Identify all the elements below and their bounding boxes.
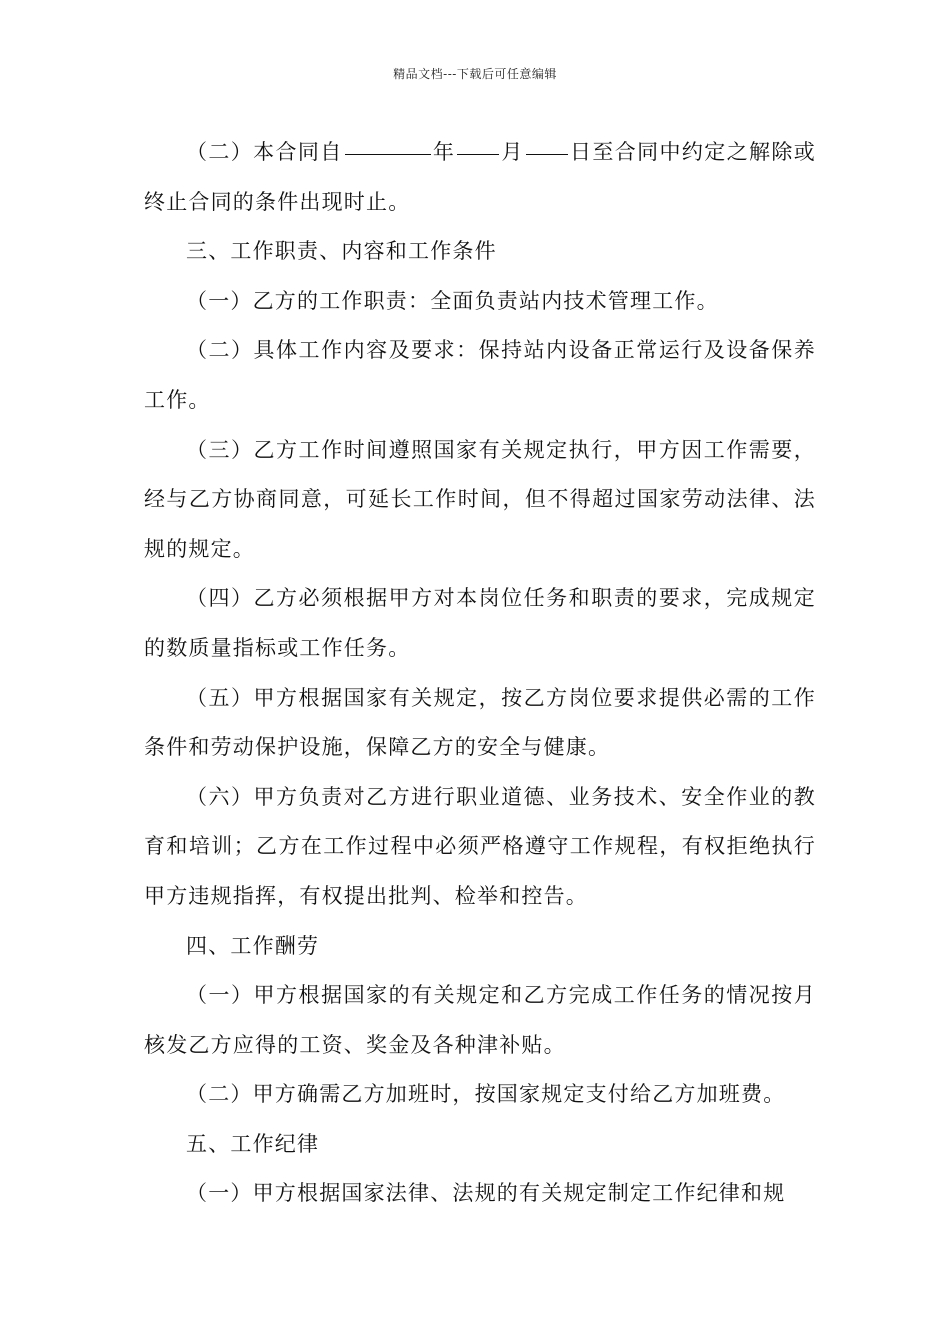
clause-paragraph: （一）甲方根据国家的有关规定和乙方完成工作任务的情况按月核发乙方应得的工资、奖金及各种津补贴。 [144, 983, 816, 1057]
clause-paragraph: （五）甲方根据国家有关规定，按乙方岗位要求提供必需的工作条件和劳动保护设施，保障乙方的安全与健康。 [144, 685, 816, 760]
clause-paragraph: （二）具体工作内容及要求：保持站内设备正常运行及设备保养工作。 [144, 338, 816, 412]
page-header: 精品文档---下载后可任意编辑 [393, 67, 557, 81]
clause-paragraph: （一）甲方根据国家法律、法规的有关规定制定工作纪律和规 [186, 1181, 786, 1206]
term-clause-paragraph [144, 128, 816, 227]
contract-body [144, 128, 816, 1219]
term-clause-prefix: （二）本合同自 [186, 140, 343, 164]
year-label: 年 [432, 140, 456, 164]
month-label: 月 [501, 140, 524, 164]
clause-paragraph: （六）甲方负责对乙方进行职业道德、业务技术、安全作业的教育和培训；乙方在工作过程中必须严格遵守工作规程，有权拒绝执行甲方违规指挥，有权提出批判、检举和控告。 [144, 784, 816, 908]
month-blank [457, 153, 499, 155]
section-heading: 五、工作纪律 [186, 1131, 320, 1156]
year-blank [345, 153, 431, 155]
clause-paragraph: （四）乙方必须根据甲方对本岗位任务和职责的要求，完成规定的数质量指标或工作任务。 [144, 586, 816, 660]
term-clause-suffix: 日至合同中约定之解除或终止合同的条件出现时止。 [144, 140, 816, 214]
clause-paragraph: （三）乙方工作时间遵照国家有关规定执行，甲方因工作需要，经与乙方协商同意，可延长工作时间，但不得超过国家劳动法律、法规的规定。 [144, 437, 816, 561]
section-heading: 三、工作职责、内容和工作条件 [186, 239, 497, 264]
clause-paragraph: （二）甲方确需乙方加班时，按国家规定支付给乙方加班费。 [186, 1082, 786, 1107]
clause-paragraph: （一）乙方的工作职责：全面负责站内技术管理工作。 [186, 288, 719, 313]
day-blank [526, 153, 568, 155]
section-heading: 四、工作酬劳 [186, 933, 320, 958]
